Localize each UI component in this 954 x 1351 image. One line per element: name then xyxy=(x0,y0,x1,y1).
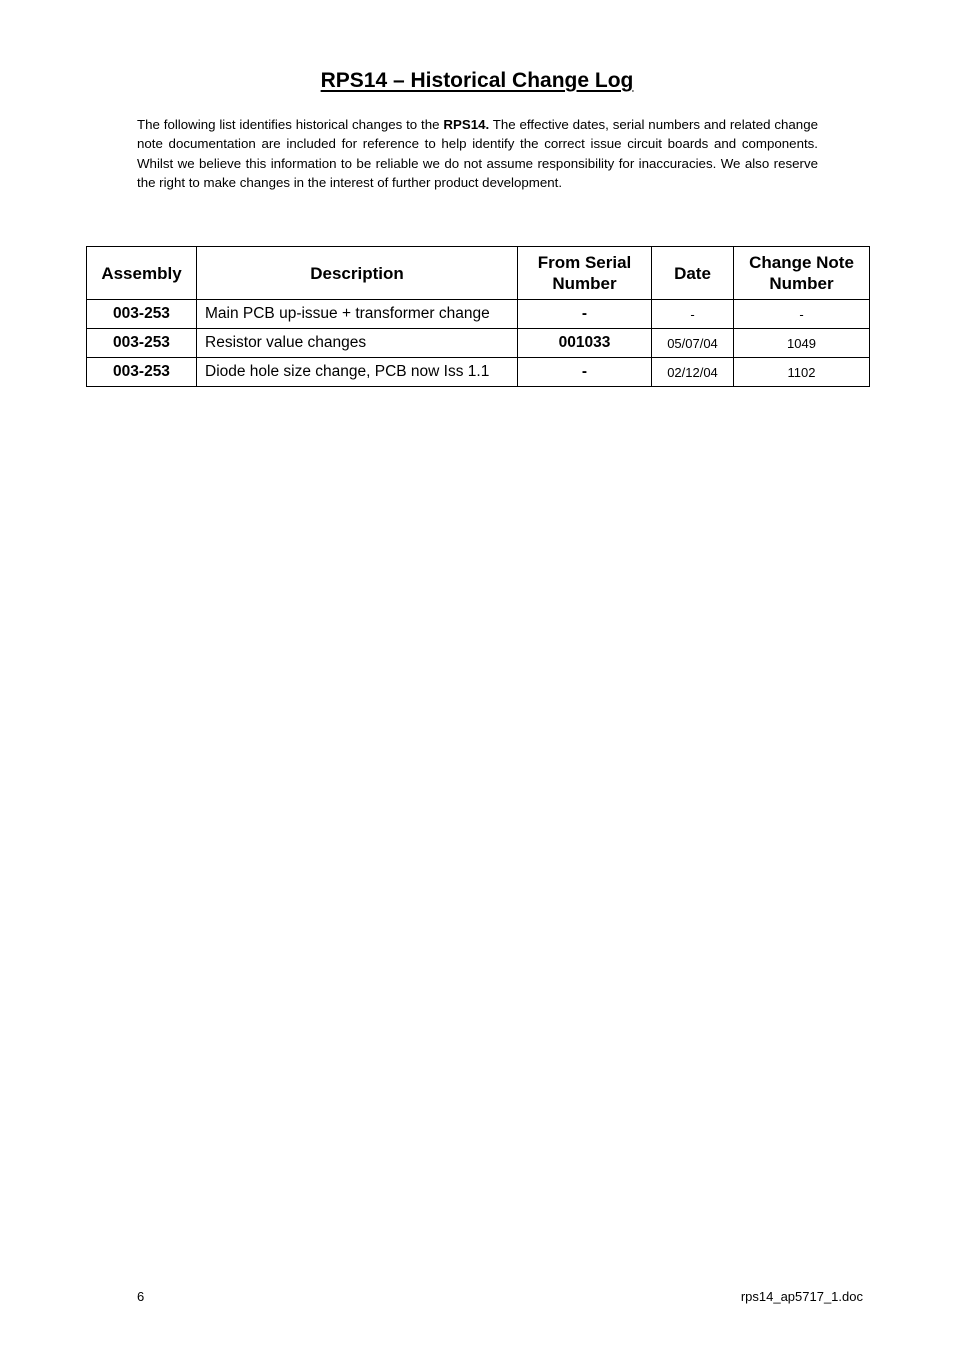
intro-text-end: The effective dates, serial numbers and related change note documentation are included for reference to help identify the correct issue circuit boards and components. Whilst we believe this information to be reliable we do not assume responsibility for inaccuracies. We also reserve the right to make changes in the interest of further product development. xyxy=(137,117,818,191)
header-description: Description xyxy=(197,247,518,300)
table-header-row xyxy=(87,247,870,300)
document-title: RPS14 – Historical Change Log xyxy=(320,69,634,92)
cell-change-note: 1049 xyxy=(734,329,870,358)
cell-description: Main PCB up-issue + transformer change xyxy=(197,300,518,329)
cell-date: 02/12/04 xyxy=(652,358,734,387)
header-assembly: Assembly xyxy=(87,247,197,300)
cell-date: 05/07/04 xyxy=(652,329,734,358)
header-change-note-number: Change Note Number xyxy=(734,247,870,300)
cell-serial: - xyxy=(518,300,652,329)
cell-change-note: 1102 xyxy=(734,358,870,387)
header-from-serial-number: From Serial Number xyxy=(518,247,652,300)
header-date: Date xyxy=(652,247,734,300)
cell-description: Resistor value changes xyxy=(197,329,518,358)
table-row xyxy=(87,358,870,387)
footer-filename: rps14_ap5717_1.doc xyxy=(740,1289,863,1304)
intro-product-name: RPS14. xyxy=(443,117,490,132)
intro-paragraph xyxy=(137,115,818,193)
table-row xyxy=(87,300,870,329)
cell-date: - xyxy=(652,300,734,329)
cell-assembly: 003-253 xyxy=(87,300,197,329)
cell-serial: - xyxy=(518,358,652,387)
cell-serial: 001033 xyxy=(518,329,652,358)
cell-description: Diode hole size change, PCB now Iss 1.1 xyxy=(197,358,518,387)
change-log-table xyxy=(86,246,870,387)
intro-text-start: The following list identifies historical changes to the xyxy=(137,117,444,132)
table-row xyxy=(87,329,870,358)
cell-change-note: - xyxy=(734,300,870,329)
cell-assembly: 003-253 xyxy=(87,358,197,387)
footer-page-number: 6 xyxy=(137,1289,145,1304)
cell-assembly: 003-253 xyxy=(87,329,197,358)
